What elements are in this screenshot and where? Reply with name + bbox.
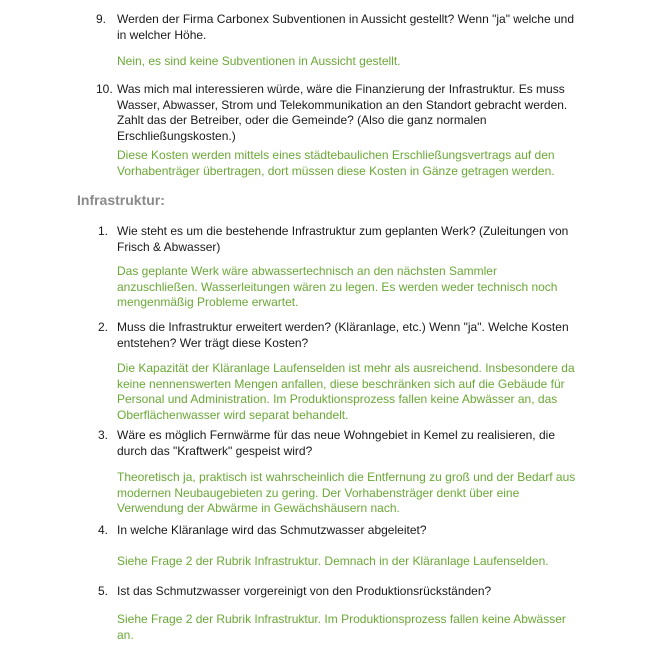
question-number: 1. [98, 224, 109, 238]
answer-text: Das geplante Werk wäre abwassertechnisch an den nächsten Sammler anzuschließen. Wasserleitungen wären zu legen. Es werden weder technisch noch mengenmäßig Probleme erwartet. [117, 264, 558, 309]
question-number: 3. [98, 428, 109, 442]
answer-text: Siehe Frage 2 der Rubrik Infrastruktur. Demnach in der Kläranlage Laufenselden. [117, 554, 549, 568]
question-text: Ist das Schmutzwasser vorgereinigt von den Produktionsrückständen? [117, 584, 492, 598]
question-text: Was mich mal interessieren würde, wäre die Finanzierung der Infrastruktur. Es muss Wasser, Abwasser, Strom und Telekommunikation an den Standort gebracht werden. Zahlt das der Betreiber, oder die Gemeinde? (Also die ganz normalen Erschließungskosten.) [117, 82, 568, 143]
question-text: In welche Kläranlage wird das Schmutzwasser abgeleitet? [117, 523, 427, 537]
section-heading: Infrastruktur: [77, 192, 165, 208]
question-text: Wäre es möglich Fernwärme für das neue Wohngebiet in Kemel zu realisieren, die durch das "Kraftwerk" gespeist wird? [117, 428, 555, 458]
answer-text: Nein, es sind keine Subventionen in Aussicht gestellt. [117, 54, 401, 68]
question-number: 5. [98, 584, 109, 598]
question-number: 10. [96, 82, 113, 96]
answer-text: Siehe Frage 2 der Rubrik Infrastruktur. Im Produktionsprozess fallen keine Abwässer an. [117, 612, 566, 642]
answer-text: Die Kapazität der Kläranlage Laufenselden ist mehr als ausreichend. Insbesondere da keine nennenswerten Mengen anfallen, diese beschränken sich auf die Gebäude für Personal und Administration. Im Produktionsprozess fallen keine Abwässer an, das Oberflächenwasser wird separat behandelt. [117, 361, 575, 422]
question-text: Werden der Firma Carbonex Subventionen in Aussicht gestellt? Wenn "ja" welche und in welcher Höhe. [117, 12, 574, 42]
question-number: 2. [98, 320, 109, 334]
question-text: Wie steht es um die bestehende Infrastruktur zum geplanten Werk? (Zuleitungen von Frisch & Abwasser) [117, 224, 569, 254]
question-number: 4. [98, 523, 109, 537]
question-number: 9. [96, 12, 107, 26]
answer-text: Diese Kosten werden mittels eines städtebaulichen Erschließungsvertrags auf den Vorhabenträger übertragen, dort müssen diese Kosten in Gänze getragen werden. [117, 148, 555, 178]
question-text: Muss die Infrastruktur erweitert werden? (Kläranlage, etc.) Wenn "ja". Welche Kosten entstehen? Wer trägt diese Kosten? [117, 320, 569, 350]
answer-text: Theoretisch ja, praktisch ist wahrscheinlich die Entfernung zu groß und der Bedarf aus modernen Neubaugebieten zu gering. Der Vorhabensträger denkt über eine Verwendung der Abwärme in Gewächshäusern nach. [117, 470, 576, 515]
